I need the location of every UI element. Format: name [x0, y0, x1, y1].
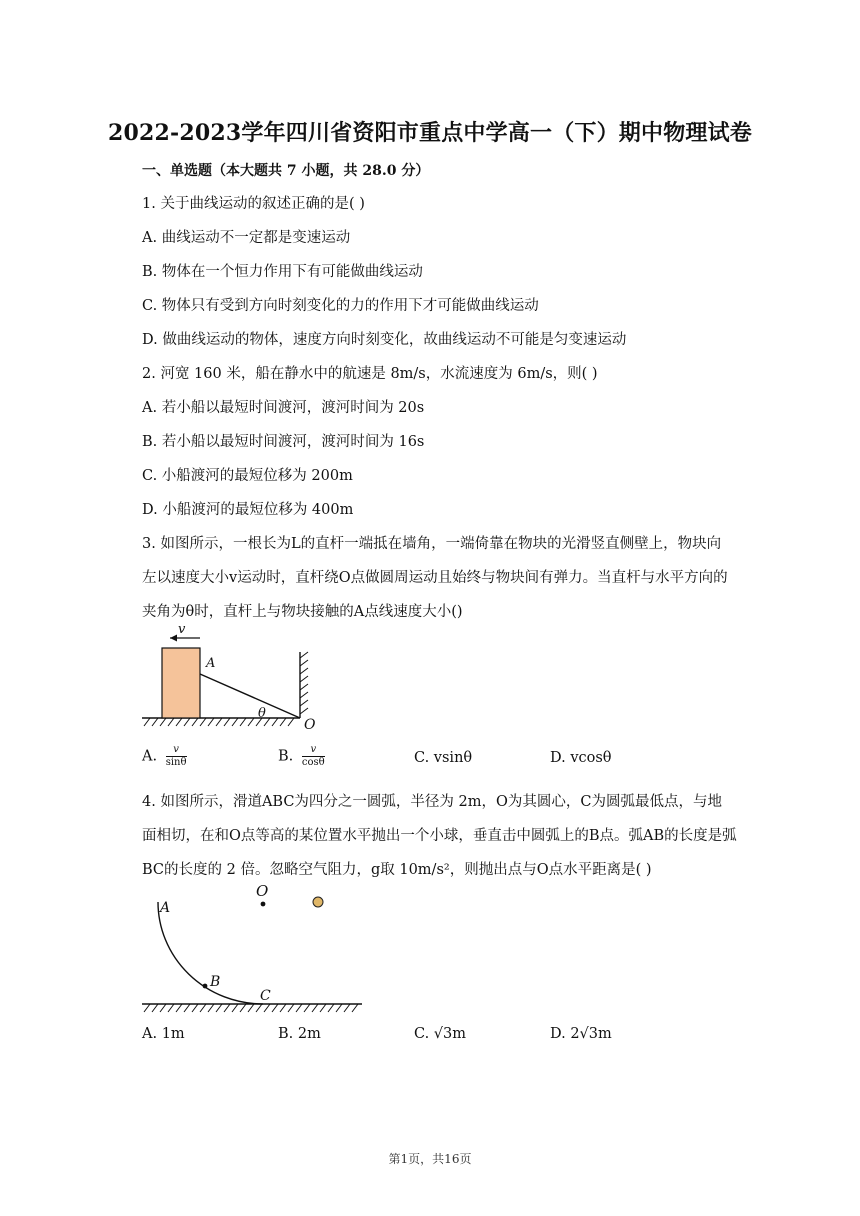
q4-option-c: C. √3m [414, 1026, 467, 1042]
label-o: O [256, 882, 269, 900]
page-title: 2022-2023学年四川省资阳市重点中学高一（下）期中物理试卷 [108, 120, 752, 146]
label-a: A [206, 656, 216, 671]
q4-line-1: 4. 如图所示，滑道ABC为四分之一圆弧，半径为 2m，O为其圆心，C为圆弧最低点，与地 [142, 794, 722, 810]
q4-option-a: A. 1m [142, 1026, 185, 1042]
velocity-arrow-head [170, 635, 177, 642]
q3-option-a-denominator: sinθ [165, 757, 187, 768]
q3-option-c: C. vsinθ [414, 750, 473, 766]
q3-option-a [142, 744, 187, 769]
q3-option-b-prefix: B. [278, 748, 294, 765]
ground-hatching [144, 1004, 358, 1012]
q2-option-d: D. 小船渡河的最短位移为 400m [142, 502, 354, 518]
point-b [203, 984, 208, 989]
q1-option-c: C. 物体只有受到方向时刻变化的力的作用下才可能做曲线运动 [142, 298, 539, 314]
rod [200, 674, 300, 718]
section-heading: 一、单选题（本大题共 7 小题，共 28.0 分） [142, 163, 430, 179]
q2-option-b: B. 若小船以最短时间渡河，渡河时间为 16s [142, 434, 425, 450]
q3-figure [136, 622, 336, 734]
q3-option-b-fraction [302, 744, 325, 769]
q4-figure [136, 876, 376, 1016]
q3-option-d: D. vcosθ [550, 750, 612, 766]
wall-hatching [300, 652, 308, 714]
q1-option-a: A. 曲线运动不一定都是变速运动 [142, 230, 351, 246]
q3-line-3: 夹角为θ时，直杆上与物块接触的A点线速度大小() [142, 604, 463, 620]
q4-line-3: BC的长度的 2 倍。忽略空气阻力，g取 10m/s²，则抛出点与O点水平距离是( ) [142, 862, 652, 878]
block [162, 648, 200, 718]
label-a: A [160, 900, 171, 916]
q4-line-2: 面相切，在和O点等高的某位置水平抛出一个小球，垂直击中圆弧上的B点。弧AB的长度是弧 [142, 828, 737, 844]
label-o: O [304, 717, 316, 733]
q1-stem: 1. 关于曲线运动的叙述正确的是( ) [142, 196, 365, 212]
q3-option-a-numerator: v [166, 744, 187, 757]
q2-option-a: A. 若小船以最短时间渡河，渡河时间为 20s [142, 400, 425, 416]
label-b: B [210, 974, 221, 990]
page-footer: 第1页，共16页 [388, 1152, 472, 1166]
q3-option-b-denominator: cosθ [301, 757, 325, 768]
q3-option-b [278, 744, 325, 769]
label-c: C [260, 988, 271, 1004]
ball [313, 897, 323, 907]
q1-option-d: D. 做曲线运动的物体，速度方向时刻变化，故曲线运动不可能是匀变速运动 [142, 332, 627, 348]
q3-option-a-prefix: A. [142, 748, 158, 765]
q3-option-b-numerator: v [302, 744, 325, 757]
q4-option-d: D. 2√3m [550, 1026, 612, 1042]
q3-line-1: 3. 如图所示，一根长为L的直杆一端抵在墙角，一端倚靠在物块的光滑竖直侧壁上，物块向 [142, 536, 722, 552]
q4-option-b: B. 2m [278, 1026, 321, 1042]
q3-line-2: 左以速度大小v运动时，直杆绕O点做圆周运动且始终与物块间有弹力。当直杆与水平方向的 [142, 570, 728, 586]
q3-option-a-fraction [166, 744, 187, 769]
q1-option-b: B. 物体在一个恒力作用下有可能做曲线运动 [142, 264, 423, 280]
q2-stem: 2. 河宽 160 米，船在静水中的航速是 8m/s，水流速度为 6m/s，则( ) [142, 366, 598, 382]
ground-hatching [144, 718, 294, 726]
label-v: v [178, 622, 186, 637]
q2-option-c: C. 小船渡河的最短位移为 200m [142, 468, 353, 484]
label-theta: θ [258, 706, 266, 721]
center-point-o [261, 902, 266, 907]
